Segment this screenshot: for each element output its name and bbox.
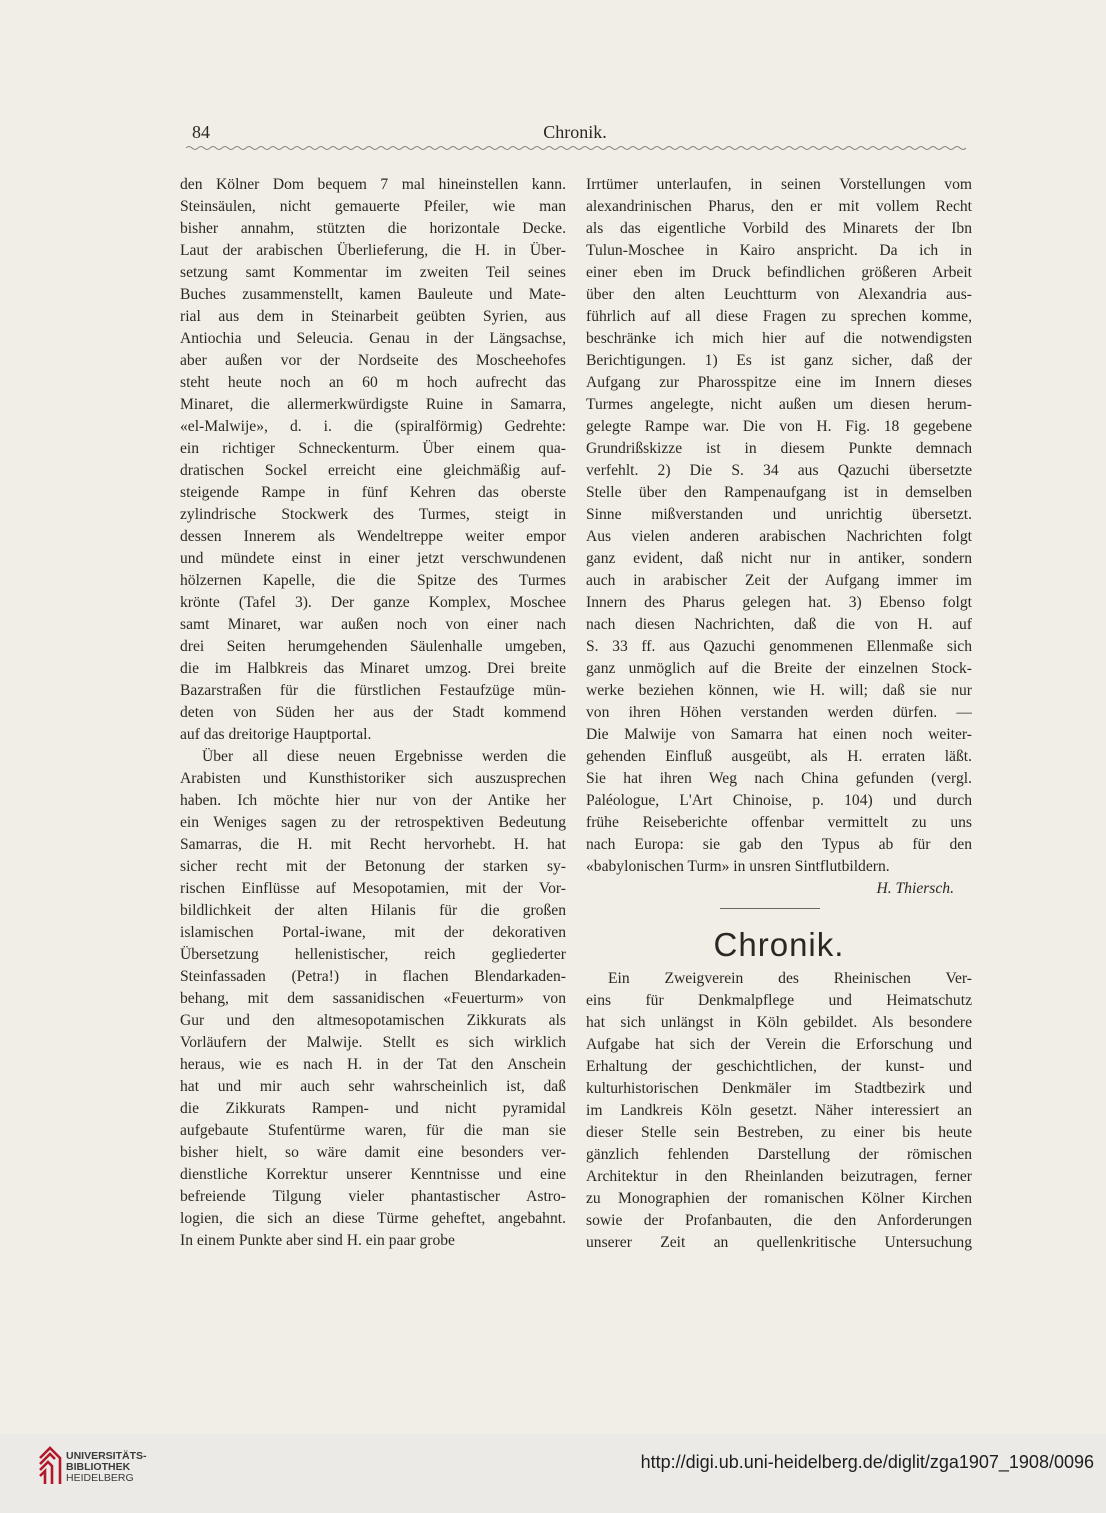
text-line: setzung samt Kommentar im zweiten Teil seines (180, 264, 566, 281)
text-line: In einem Punkte aber sind H. ein paar grobe (180, 1232, 455, 1249)
page-number: 84 (192, 122, 210, 142)
text-line: als das eigentliche Vorbild des Minarets der Ibn (586, 220, 972, 237)
text-line: haben. Ich möchte hier nur von der Antike her (180, 792, 566, 809)
text-line: auch in arabischer Zeit der Aufgang immer im (586, 572, 972, 589)
text-line: dieser Stelle sein Bestreben, zu einer bis heute (586, 1124, 972, 1141)
text-line: «babylonischen Turm» in unsren Sintflutbildern. (586, 858, 890, 875)
text-line: steigende Rampe in fünf Kehren das oberste (180, 484, 566, 501)
text-line: S. 33 ff. aus Qazuchi genommenen Ellenmaße sich (586, 638, 972, 655)
text-line: rial aus dem in Steinarbeit geübten Syrien, aus (180, 308, 566, 325)
text-line: von ihren Höhen verstanden werden dürfen. — (586, 704, 972, 721)
text-line: Grundrißskizze ist in diesem Punkte demnach (586, 440, 972, 457)
text-line: ein richtiger Schneckenturm. Über einem qua- (180, 440, 566, 457)
text-line: kulturhistorischen Denkmäler im Stadtbezirk und (586, 1080, 972, 1097)
text-line: nach diesen Nachrichten, daß die von H. auf (586, 616, 972, 633)
text-line: drei Seiten herumgehenden Säulenhalle umgeben, (180, 638, 566, 655)
text-line: führlich auf all diese Fragen zu sprechen komme, (586, 308, 972, 325)
text-line: ganz evident, daß nicht nur in antiker, sondern (586, 550, 972, 567)
right-column (586, 174, 972, 1254)
text-line: Innern des Pharus gelegen hat. 3) Ebenso folgt (586, 594, 972, 611)
text-line: dessen Innerem als Wendeltreppe weiter empor (180, 528, 566, 545)
text-line: rischen Einflüsse auf Mesopotamien, mit der Vor- (180, 880, 566, 897)
text-line: aufgebaute Stufentürme waren, für die man sie (180, 1122, 566, 1139)
text-line: Paléologue, L'Art Chinoise, p. 104) und durch (586, 792, 972, 809)
text-line: gehenden Einfluß ausgeübt, als H. erraten läßt. (586, 748, 972, 765)
text-line: beschränke ich mich hier auf die notwendigsten (586, 330, 972, 347)
text-line: die Zikkurats Rampen- und nicht pyramidal (180, 1100, 566, 1117)
section-divider (586, 900, 972, 920)
text-line: Antiochia und Seleucia. Genau in der Längsachse, (180, 330, 566, 347)
text-line: verfehlt. 2) Die S. 34 aus Qazuchi übersetzte (586, 462, 972, 479)
text-line: krönte (Tafel 3). Der ganze Komplex, Moschee (180, 594, 566, 611)
text-line: Tulun-Moschee in Kairo anspricht. Da ich in (586, 242, 972, 259)
text-line: gänzlich fehlenden Darstellung der römischen (586, 1146, 972, 1163)
text-line: Bazarstraßen für die fürstlichen Festaufzüge mün- (180, 682, 566, 699)
text-line: hat und mir auch sehr wahrscheinlich ist, daß (180, 1078, 566, 1095)
left-column (180, 174, 566, 1252)
text-line: alexandrinischen Pharus, den er mit vollem Recht (586, 198, 972, 215)
text-line: sicher recht mit der Betonung der starken sy- (180, 858, 566, 875)
library-name (66, 1451, 147, 1484)
text-line: heraus, wie es nach H. in der Tat den Anschein (180, 1056, 566, 1073)
text-line: samt Minaret, war außen noch von einer nach (180, 616, 566, 633)
text-line: Minaret, die allermerkwürdigste Ruine in Samarra, (180, 396, 566, 413)
text-line: bisher hielt, so wäre damit eine besonders ver- (180, 1144, 566, 1161)
text-line: aber außen vor der Nordseite des Moscheehofes (180, 352, 566, 369)
library-logo-icon (36, 1446, 62, 1486)
text-line: zu Monographien der romanischen Kölner Kirchen (586, 1190, 972, 1207)
text-line: gelegte Rampe war. Die von H. Fig. 18 gegebene (586, 418, 972, 435)
header-wavy-rule (186, 144, 966, 152)
text-line: dienstliche Korrektur unserer Kenntnisse und eine (180, 1166, 566, 1183)
text-line: Stelle über den Rampenaufgang ist in demselben (586, 484, 972, 501)
text-line: Sinne mißverstanden und unrichtig übersetzt. (586, 506, 972, 523)
text-line: unserer Zeit an quellenkritische Untersuchung (586, 1234, 972, 1251)
section-heading: Chronik. (713, 926, 845, 963)
text-line: Erhaltung der geschichtlichen, der kunst- und (586, 1058, 972, 1075)
text-line: steht heute noch an 60 m hoch aufrecht das (180, 374, 566, 391)
text-line: Samarras, die H. mit Recht hervorhebt. H. hat (180, 836, 566, 853)
text-line: Aufgang zur Pharosspitze eine im Innern dieses (586, 374, 972, 391)
text-line: frühe Reiseberichte offenbar vermittelt zu uns (586, 814, 972, 831)
text-line: Die Malwije von Samarra hat einen noch weiter- (586, 726, 972, 743)
text-line: hölzernen Kapelle, die die Spitze des Turmes (180, 572, 566, 589)
text-line: Vorläufern der Malwije. Stellt es sich wirklich (180, 1034, 566, 1051)
library-name-line-1: UNIVERSITÄTS- (66, 1450, 147, 1462)
text-line: Über all diese neuen Ergebnisse werden die (202, 748, 566, 765)
text-line: «el-Malwije», d. i. die (spiralförmig) Gedrehte: (180, 418, 566, 435)
text-line: über den alten Leuchtturm von Alexandria aus- (586, 286, 972, 303)
text-line: Berichtigungen. 1) Es ist ganz sicher, daß der (586, 352, 972, 369)
text-line: werke beziehen können, wie H. will; daß sie nur (586, 682, 972, 699)
text-line: sowie der Profanbauten, die den Anforderungen (586, 1212, 972, 1229)
text-line: Buches zusammenstellt, kamen Bauleute und Mate- (180, 286, 566, 303)
review-continuation (586, 174, 972, 878)
library-name-line-2: BIBLIOTHEK (66, 1461, 131, 1473)
text-line: ganz unmöglich auf die Breite der einzelnen Stock- (586, 660, 972, 677)
library-name-line-3: HEIDELBERG (66, 1472, 134, 1484)
text-line: Übersetzung hellenistischer, reich gegliederter (180, 946, 566, 963)
source-url[interactable]: http://digi.ub.uni-heidelberg.de/diglit/zga1907_1908/0096 (640, 1452, 1094, 1472)
text-line: im Landkreis Köln gesetzt. Näher interessiert an (586, 1102, 972, 1119)
text-line: und mündete einst in einer jetzt verschwundenen (180, 550, 566, 567)
text-line: Ein Zweigverein des Rheinischen Ver- (608, 970, 972, 987)
text-line: ein Weniges sagen zu der retrospektiven Bedeutung (180, 814, 566, 831)
text-line: Aufgabe hat sich der Verein die Erforschung und (586, 1036, 972, 1053)
text-line: Steinfassaden (Petra!) in flachen Blendarkaden- (180, 968, 566, 985)
text-line: hat sich unlängst in Köln gebildet. Als besondere (586, 1014, 972, 1031)
text-line: eins für Denkmalpflege und Heimatschutz (586, 992, 972, 1009)
text-line: Aus vielen anderen arabischen Nachrichten folgt (586, 528, 972, 545)
text-line: Sie hat ihren Weg nach China gefunden (vergl. (586, 770, 972, 787)
text-line: Laut der arabischen Überlieferung, die H. in Über- (180, 242, 566, 259)
text-line: deten von Süden her aus der Stadt kommend (180, 704, 566, 721)
text-line: Gur und den altmesopotamischen Zikkurats als (180, 1012, 566, 1029)
text-line: den Kölner Dom bequem 7 mal hineinstellen kann. (180, 176, 566, 193)
text-line: die im Halbkreis das Minaret umzog. Drei breite (180, 660, 566, 677)
text-line: logien, die sich an diese Türme geheftet, angebahnt. (180, 1210, 566, 1227)
running-title: Chronik. (543, 122, 607, 142)
text-line: islamischen Portal-iwane, mit der dekorativen (180, 924, 566, 941)
text-line: behang, mit dem sassanidischen «Feuerturm» von (180, 990, 566, 1007)
text-line: nach Europa: sie gab den Typus ab für den (586, 836, 972, 853)
footer-bar (0, 1434, 1106, 1513)
text-line: Turmes angelegte, nicht außen um diesen herum- (586, 396, 972, 413)
text-line: auf das dreitorige Hauptportal. (180, 726, 372, 743)
text-line: Arabisten und Kunsthistoriker sich auszusprechen (180, 770, 566, 787)
text-line: zylindrische Stockwerk des Turmes, steigt in (180, 506, 566, 523)
chronicle-text (586, 968, 972, 1254)
text-line: befreiende Tilgung vieler phantastischer Astro- (180, 1188, 566, 1205)
signature: H. Thiersch. (876, 880, 954, 897)
text-line: einer eben im Druck befindlichen größeren Arbeit (586, 264, 972, 281)
text-line: Steinsäulen, nicht gemauerte Pfeiler, wie man (180, 198, 566, 215)
text-line: bisher annahm, stützten die horizontale Decke. (180, 220, 566, 237)
text-line: Irrtümer unterlaufen, in seinen Vorstellungen vom (586, 176, 972, 193)
text-line: bildlichkeit der alten Hilanis für die großen (180, 902, 566, 919)
text-line: Architektur in den Rheinlanden beizutragen, ferner (586, 1168, 972, 1185)
text-line: dratischen Sockel erreicht eine gleichmäßig auf- (180, 462, 566, 479)
